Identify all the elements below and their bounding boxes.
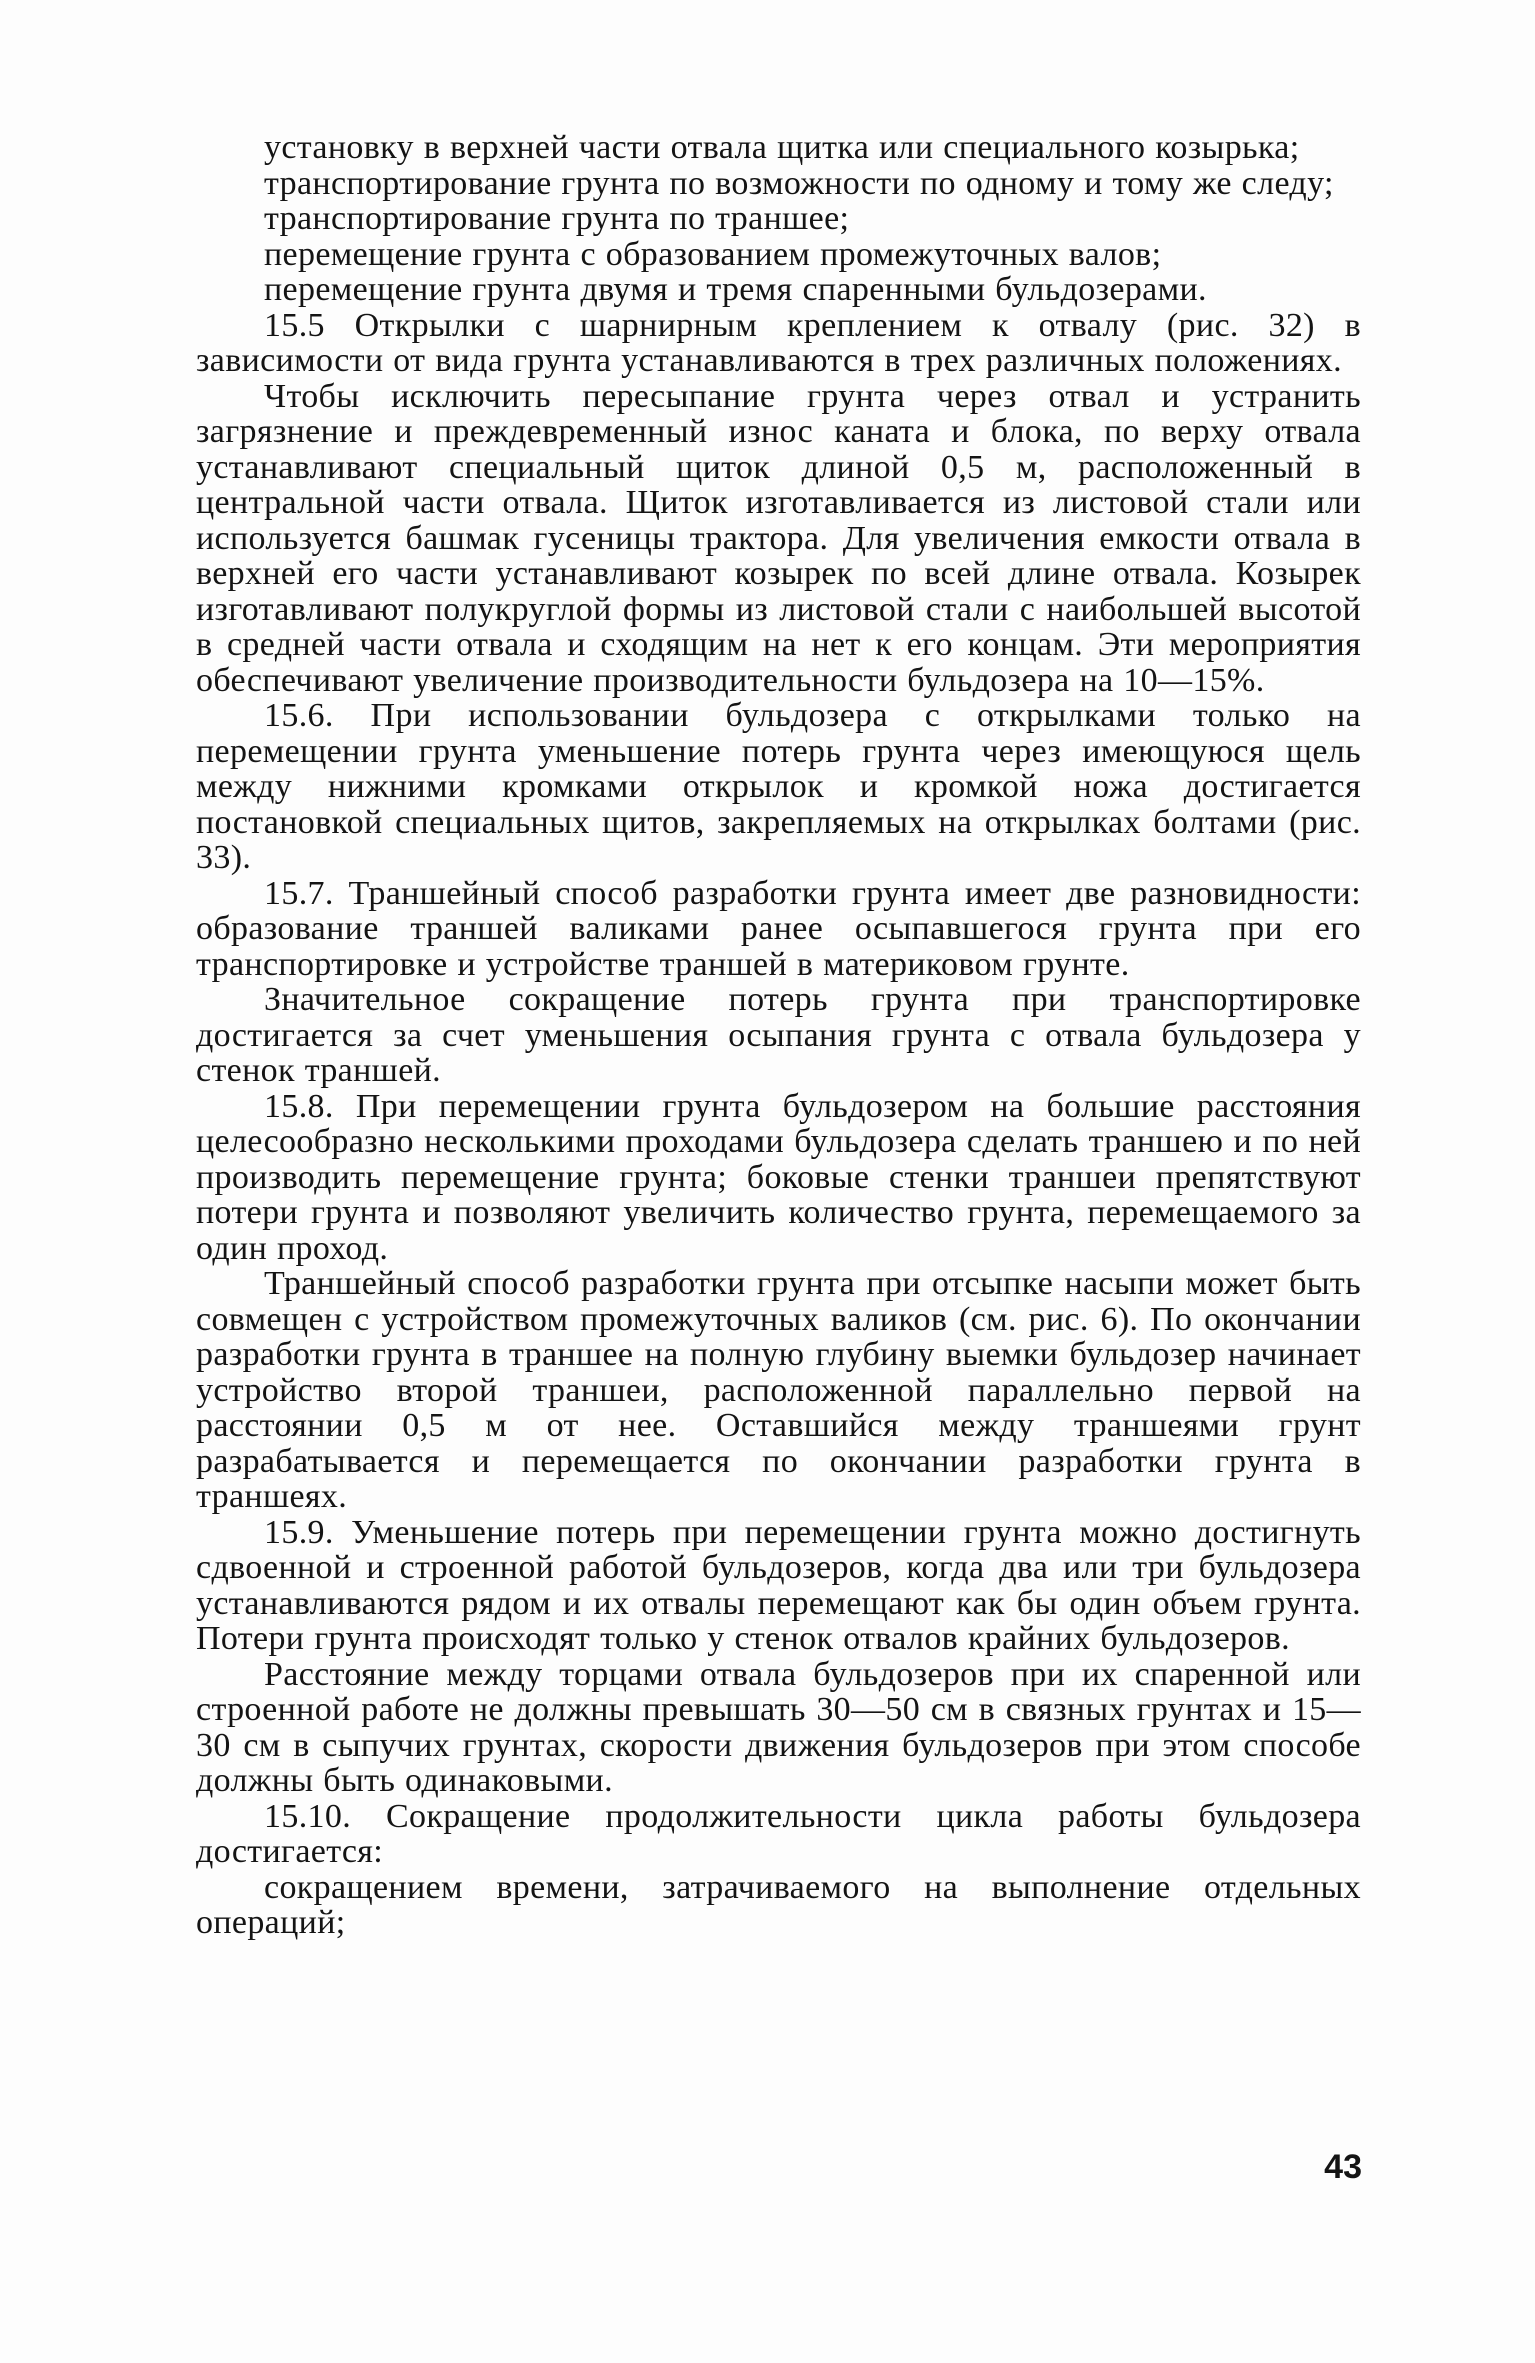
- paragraph-time-reduction: сокращением времени, затрачиваемого на выполнение отдельных операций;: [196, 1868, 1361, 1941]
- paragraph-15-9: 15.9. Уменьшение потерь при перемещении грунта можно достигнуть сдвоенной и строенной работой бульдозеров, когда два или три бульдозера устанавливаются рядом и их отвалы перемещают как бы один объем грунта. Потери грунта происходят только у стенок отвалов крайних бульдозеров.: [196, 1513, 1361, 1657]
- paragraph-loss-reduction: Значительное сокращение потерь грунта при транспортировке достигается за счет уменьшения осыпания грунта с отвала бульдозера у стенок траншей.: [196, 981, 1361, 1089]
- body-text: [196, 130, 1361, 1941]
- paragraph-paired-bulldozers: перемещение грунта двумя и тремя спаренными бульдозерами.: [264, 271, 1207, 308]
- paragraph-15-7: 15.7. Траншейный способ разработки грунта имеет две разновидности: образование траншей валиками ранее осыпавшегося грунта при его транспортировке и устройстве траншей в материковом грунте.: [196, 874, 1361, 983]
- paragraph-15-6: 15.6. При использовании бульдозера с открылками только на перемещении грунта уменьшение потерь грунта через имеющуюся щель между нижними кромками открылок и кромкой ножа достигается постановкой специальных щитов, закрепляемых на открылках болтами (рис. 33).: [196, 697, 1361, 876]
- paragraph-intermediate-ridges: перемещение грунта с образованием промежуточных валов;: [264, 235, 1162, 273]
- paragraph-15-8: 15.8. При перемещении грунта бульдозером на большие расстояния целесообразно несколькими проходами бульдозера сделать траншею и по ней производить перемещение грунта; боковые стенки траншеи препятствуют потери грунта и позволяют увеличить количество грунта, перемещаемого за один проход.: [196, 1087, 1361, 1267]
- paragraph-shield-description: Чтобы исключить пересыпание грунта через отвал и устранить загрязнение и преждевременный износ каната и блока, по верху отвала устанавливают специальный щиток длиной 0,5 м, расположенный в центральной части отвала. Щиток изготавливается из листовой стали или используется башмак гусеницы трактора. Для увеличения емкости отвала в верхней его части устанавливают козырек по всей длине отвала. Козырек изготавливают полукруглой формы из листовой стали с наибольшей высотой в средней части отвала и сходящим на нет к его концам. Эти мероприятия обеспечивают увеличение производительности бульдозера на 10—15%.: [196, 377, 1361, 699]
- paragraph-15-5: 15.5 Открылки с шарнирным креплением к отвалу (рис. 32) в зависимости от вида грунта устанавливаются в трех различных положениях.: [196, 306, 1361, 379]
- paragraph-blade-visor: установку в верхней части отвала щитка или специального козырька;: [264, 129, 1300, 166]
- paragraph-blade-distance: Расстояние между торцами отвала бульдозеров при их спаренной или строенной работе не должны превышать 30—50 см в связных грунтах и 15—30 см в сыпучих грунтах, скорости движения бульдозеров при этом способе должны быть одинаковыми.: [196, 1655, 1361, 1799]
- page-number: 43: [1324, 2148, 1362, 2186]
- paragraph-15-10: 15.10. Сокращение продолжительности цикла работы бульдозера достигается:: [196, 1797, 1361, 1870]
- paragraph-trench-method: Траншейный способ разработки грунта при отсыпке насыпи может быть совмещен с устройством промежуточных валиков (см. рис. 6). По окончании разработки грунта в траншее на полную глубину выемки бульдозер начинает устройство второй траншеи, расположенной параллельно первой на расстоянии 0,5 м от нее. Оставшийся между траншеями грунт разрабатывается и перемещается по окончании разработки грунта в траншеях.: [196, 1265, 1361, 1515]
- paragraph-same-track: транспортирование грунта по возможности по одному и тому же следу;: [264, 164, 1334, 202]
- paragraph-trench-transport: транспортирование грунта по траншее;: [264, 200, 850, 237]
